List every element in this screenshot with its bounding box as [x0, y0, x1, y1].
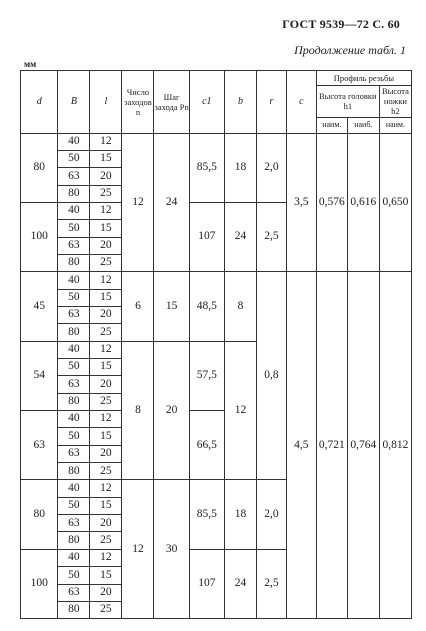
B-cell: 80 [58, 393, 90, 410]
l-cell: 25 [90, 532, 122, 549]
l-cell: 20 [90, 168, 122, 185]
r-cell: 2,0 [257, 133, 287, 202]
l-cell: 20 [90, 445, 122, 462]
B-cell: 63 [58, 584, 90, 601]
pitch-cell: 20 [154, 341, 189, 480]
c1-cell: 85,5 [189, 133, 224, 202]
B-cell: 50 [58, 289, 90, 306]
B-cell: 63 [58, 307, 90, 324]
B-cell: 40 [58, 411, 90, 428]
col-l-header: l [90, 71, 122, 134]
h2-min-cell: 0,650 [379, 133, 411, 272]
d-cell: 45 [21, 272, 58, 341]
c1-cell: 57,5 [189, 341, 224, 410]
unit-label: мм [24, 59, 37, 69]
b-cell: 24 [224, 549, 256, 618]
col-c1-header: c1 [189, 71, 224, 134]
B-cell: 40 [58, 133, 90, 150]
pitch-cell: 24 [154, 133, 189, 272]
d-cell: 80 [21, 133, 58, 202]
B-cell: 50 [58, 497, 90, 514]
B-cell: 63 [58, 445, 90, 462]
c1-cell: 66,5 [189, 411, 224, 480]
r-cell: 0,8 [257, 272, 287, 480]
l-cell: 12 [90, 341, 122, 358]
d-cell: 54 [21, 341, 58, 410]
h1-max-cell: 0,616 [347, 133, 379, 272]
col-pitch-header: Шаг захода Pn [154, 71, 189, 134]
col-d-header: d [21, 71, 58, 134]
B-cell: 63 [58, 237, 90, 254]
col-r-header: r [257, 71, 287, 134]
profile-header: Профиль резьбы [316, 71, 411, 86]
l-cell: 15 [90, 359, 122, 376]
h1-min-cell: 0,576 [316, 133, 347, 272]
l-cell: 25 [90, 324, 122, 341]
d-cell: 63 [21, 411, 58, 480]
starts-cell: 6 [122, 272, 154, 341]
head-height-header: Высота головки h1 [316, 86, 379, 118]
head-max-header: наиб. [347, 117, 379, 133]
thread-dimensions-table [20, 70, 412, 619]
B-cell: 80 [58, 463, 90, 480]
B-cell: 80 [58, 185, 90, 202]
foot-min-header: наим. [379, 117, 411, 133]
foot-height-header: Высота ножки h2 [379, 86, 411, 118]
r-cell: 2,0 [257, 480, 287, 549]
l-cell: 20 [90, 584, 122, 601]
l-cell: 15 [90, 289, 122, 306]
B-cell: 40 [58, 549, 90, 566]
B-cell: 40 [58, 202, 90, 219]
col-c-header: c [286, 71, 316, 134]
b-cell: 8 [224, 272, 256, 341]
B-cell: 80 [58, 601, 90, 618]
h1-min-cell: 0,721 [316, 272, 347, 619]
h1-max-cell: 0,764 [347, 272, 379, 619]
head-min-header: наим. [316, 117, 347, 133]
c-cell: 3,5 [286, 133, 316, 272]
l-cell: 15 [90, 150, 122, 167]
starts-cell: 8 [122, 341, 154, 480]
d-cell: 100 [21, 202, 58, 271]
col-B-header: B [58, 71, 90, 134]
l-cell: 25 [90, 185, 122, 202]
l-cell: 12 [90, 272, 122, 289]
c1-cell: 48,5 [189, 272, 224, 341]
c1-cell: 107 [189, 549, 224, 618]
c1-cell: 85,5 [189, 480, 224, 549]
B-cell: 63 [58, 376, 90, 393]
B-cell: 50 [58, 428, 90, 445]
col-starts-header: Число заходов n [122, 71, 154, 134]
h2-min-cell: 0,812 [379, 272, 411, 619]
l-cell: 12 [90, 202, 122, 219]
b-cell: 18 [224, 480, 256, 549]
continuation-label: Продолжение табл. 1 [294, 43, 406, 57]
l-cell: 12 [90, 133, 122, 150]
l-cell: 15 [90, 428, 122, 445]
B-cell: 80 [58, 324, 90, 341]
l-cell: 12 [90, 411, 122, 428]
standard-header: ГОСТ 9539—72 С. 60 [282, 17, 400, 31]
starts-cell: 12 [122, 480, 154, 619]
B-cell: 40 [58, 272, 90, 289]
l-cell: 25 [90, 254, 122, 271]
l-cell: 12 [90, 549, 122, 566]
B-cell: 50 [58, 150, 90, 167]
l-cell: 15 [90, 567, 122, 584]
l-cell: 25 [90, 463, 122, 480]
b-cell: 12 [224, 341, 256, 480]
pitch-cell: 15 [154, 272, 189, 341]
l-cell: 15 [90, 497, 122, 514]
c1-cell: 107 [189, 202, 224, 271]
l-cell: 15 [90, 220, 122, 237]
d-cell: 80 [21, 480, 58, 549]
r-cell: 2,5 [257, 549, 287, 618]
l-cell: 25 [90, 393, 122, 410]
l-cell: 12 [90, 480, 122, 497]
B-cell: 40 [58, 341, 90, 358]
B-cell: 63 [58, 168, 90, 185]
B-cell: 80 [58, 532, 90, 549]
l-cell: 25 [90, 601, 122, 618]
b-cell: 24 [224, 202, 256, 271]
B-cell: 50 [58, 220, 90, 237]
pitch-cell: 30 [154, 480, 189, 619]
r-cell: 2,5 [257, 202, 287, 271]
l-cell: 20 [90, 376, 122, 393]
B-cell: 40 [58, 480, 90, 497]
col-b-header: b [224, 71, 256, 134]
c-cell: 4,5 [286, 272, 316, 619]
b-cell: 18 [224, 133, 256, 202]
starts-cell: 12 [122, 133, 154, 272]
B-cell: 63 [58, 515, 90, 532]
B-cell: 50 [58, 359, 90, 376]
l-cell: 20 [90, 515, 122, 532]
B-cell: 80 [58, 254, 90, 271]
l-cell: 20 [90, 237, 122, 254]
l-cell: 20 [90, 307, 122, 324]
B-cell: 50 [58, 567, 90, 584]
d-cell: 100 [21, 549, 58, 618]
